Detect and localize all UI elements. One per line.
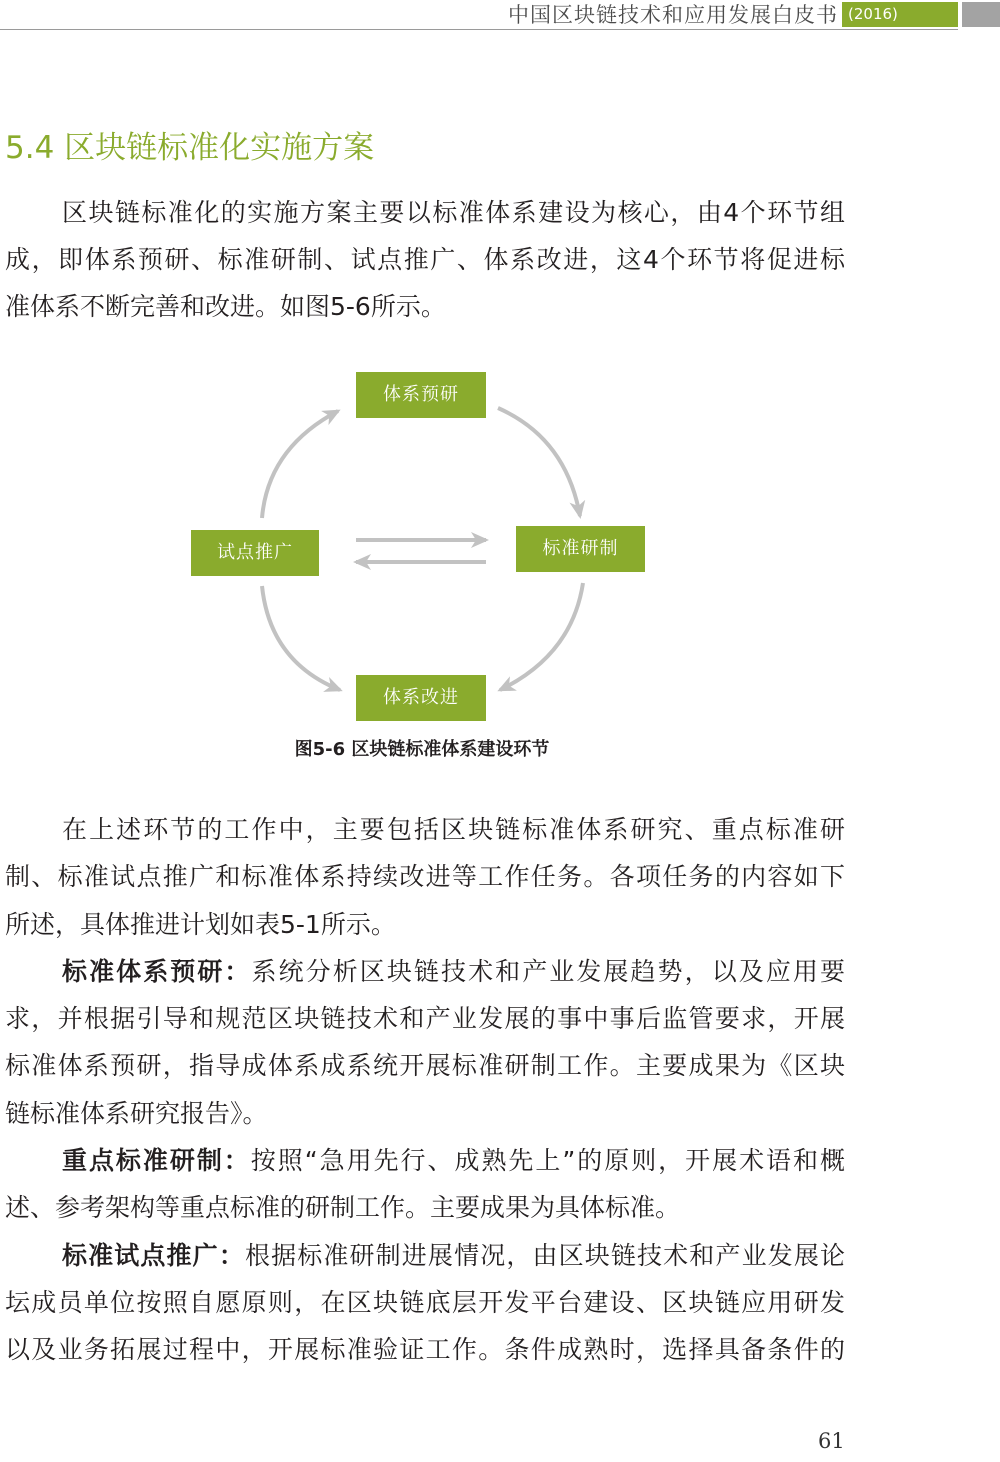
task-first-line <box>5 1137 845 1184</box>
paragraph-line: 在上述环节的工作中，主要包括区块链标准体系研究、重点标准研 <box>62 815 845 844</box>
paragraph-line: 链标准体系研究报告》。 <box>5 1098 268 1128</box>
intro-paragraph <box>5 189 845 330</box>
paragraph-line: 标准体系预研，指导成体系成系统开展标准研制工作。主要成果为《区块 <box>5 1051 845 1081</box>
cycle-arrow-top-left <box>262 411 338 518</box>
node-pilot-promotion: 试点推广 <box>191 530 319 576</box>
task-term: 标准体系预研： <box>62 956 252 986</box>
cycle-arrow-bottom-right <box>500 583 583 690</box>
paragraph-line: 所述，具体推进计划如表5-1所示。 <box>5 909 396 939</box>
paragraph-line: 求，并根据引导和规范区块链技术和产业发展的事中事后监管要求，开展 <box>5 1004 845 1034</box>
cycle-arrow-bottom-left <box>262 586 340 690</box>
paragraph-line: 述、参考架构等重点标准的研制工作。主要成果为具体标准。 <box>5 1193 681 1223</box>
task-first-line <box>5 948 845 995</box>
paragraph-line: 以及业务拓展过程中，开展标准验证工作。条件成熟时，选择具备条件的 <box>5 1335 845 1365</box>
running-header-title: 中国区块链技术和应用发展白皮书 <box>508 3 838 27</box>
task-text: 系统分析区块链技术和产业发展趋势，以及应用要 <box>251 956 845 986</box>
body-text <box>5 806 845 1374</box>
figure-caption: 图5-6 区块链标准体系建设环节 <box>294 739 550 760</box>
task-text: 按照“急用先行、成熟先上”的原则，开展术语和概 <box>250 1146 845 1176</box>
paragraph-line: 制、标准试点推广和标准体系持续改进等工作任务。各项任务的内容如下 <box>5 862 845 892</box>
running-header-gray-block <box>962 2 1000 27</box>
node-system-improvement: 体系改进 <box>356 675 486 721</box>
running-header-year-badge: (2016) <box>842 2 958 27</box>
paragraph-line: 坛成员单位按照自愿原则，在区块链底层开发平台建设、区块链应用研发 <box>5 1287 845 1317</box>
paragraph-line: 准体系不断完善和改进。如图5-6所示。 <box>5 292 446 321</box>
header-divider <box>0 29 958 30</box>
task-first-line <box>5 1232 845 1279</box>
paragraph-line: 成，即体系预研、标准研制、试点推广、体系改进，这4个环节将促进标 <box>5 245 845 274</box>
task-text: 根据标准研制进展情况，由区块链技术和产业发展论 <box>244 1240 845 1270</box>
task-term: 重点标准研制： <box>62 1146 251 1176</box>
paragraph-line: 区块链标准化的实施方案主要以标准体系建设为核心，由4个环节组 <box>62 198 845 227</box>
cycle-arrow-top-right <box>498 408 580 516</box>
node-system-research: 体系预研 <box>356 372 486 418</box>
page-number: 61 <box>818 1429 845 1453</box>
task-term: 标准试点推广： <box>62 1240 245 1270</box>
node-standard-development: 标准研制 <box>516 526 645 572</box>
cycle-diagram-arrows <box>0 350 1000 750</box>
section-title: 5.4 区块链标准化实施方案 <box>5 130 375 166</box>
